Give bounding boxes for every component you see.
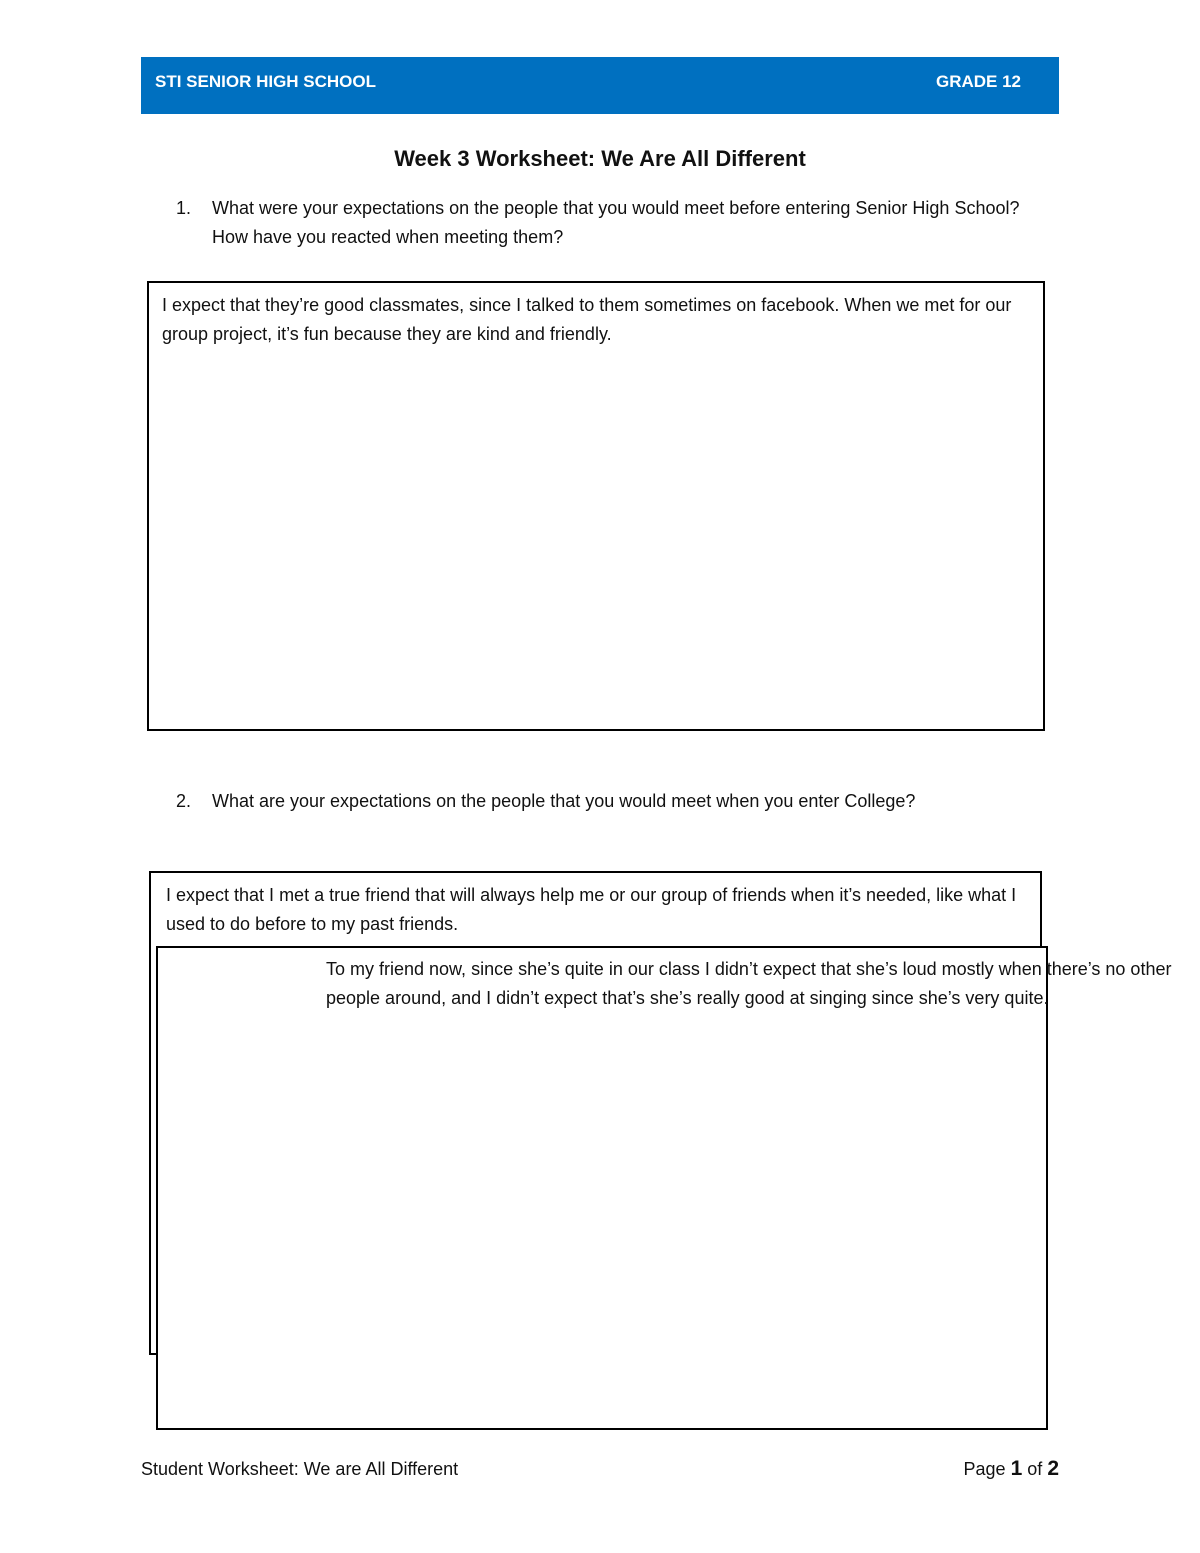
school-name: STI SENIOR HIGH SCHOOL <box>155 72 377 91</box>
question-1-number: 1. <box>176 198 192 218</box>
page-current: 1 <box>1010 1457 1023 1480</box>
page-word: Page <box>963 1459 1006 1479</box>
question-2-number: 2. <box>176 791 192 811</box>
grade-label: GRADE 12 <box>935 72 1021 91</box>
answer-2-extra-text: To my friend now, since she’s quite in our class I didn’t expect that she’s loud mostly when there’s no other people around, and I didn’t expect that’s she’s really good at singing since she’s very quite. <box>326 959 1172 1008</box>
answer-2-text: I expect that I met a true friend that will always help me or our group of friends when it’s needed, like what I used to do before to my past friends. <box>166 885 1017 934</box>
page-total: 2 <box>1047 1457 1059 1480</box>
of-word: of <box>1027 1459 1043 1479</box>
header-bar <box>141 57 1059 114</box>
footer-title: Student Worksheet: We are All Different <box>141 1459 459 1479</box>
answer-box-1[interactable] <box>147 281 1045 731</box>
worksheet-title: Week 3 Worksheet: We Are All Different <box>394 146 806 171</box>
question-2-text: What are your expectations on the people that you would meet when you enter College? <box>212 791 916 811</box>
question-1-text: What were your expectations on the people that you would meet before entering Senior High School? How have you reacted when meeting them? <box>212 198 1020 247</box>
page-indicator <box>964 1457 1059 1481</box>
answer-1-text: I expect that they’re good classmates, since I talked to them sometimes on facebook. When we met for our group project, it’s fun because they are kind and friendly. <box>162 295 1012 344</box>
answer-box-2-overlay[interactable] <box>156 946 1048 1430</box>
